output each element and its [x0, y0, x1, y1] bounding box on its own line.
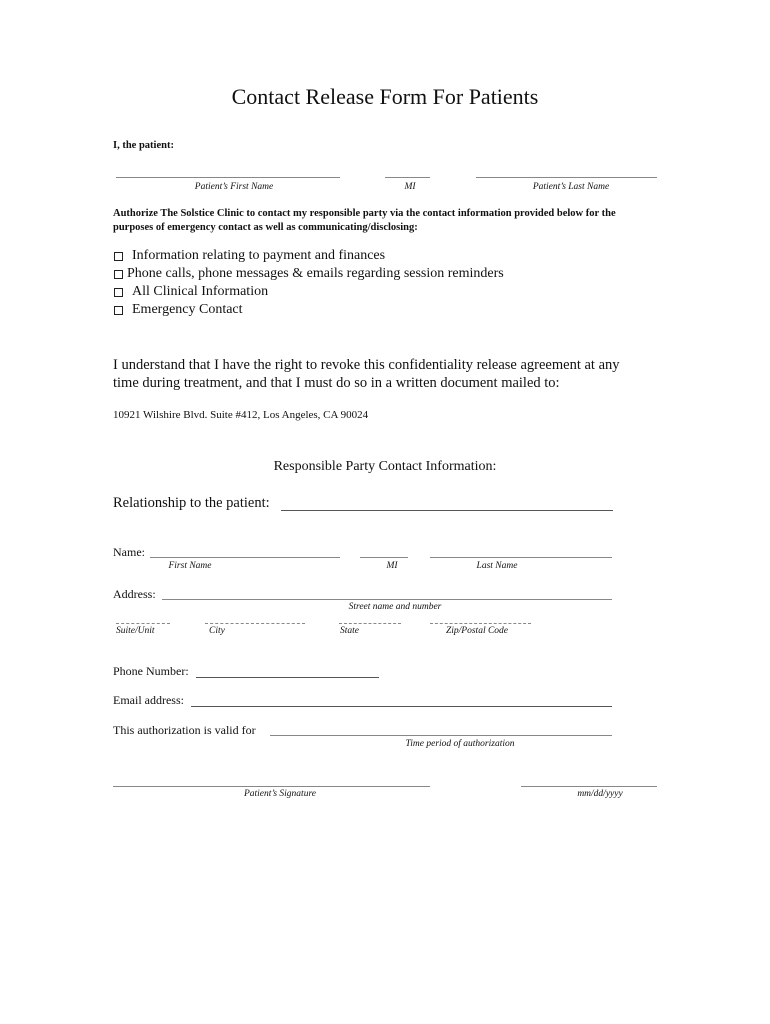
checkbox-label: Phone calls, phone messages & emails regarding session reminders: [127, 266, 504, 281]
email-label: Email address:: [113, 693, 184, 707]
checkbox-icon[interactable]: [114, 252, 123, 261]
patient-mi-caption: MI: [404, 182, 416, 192]
rp-street-field[interactable]: [162, 599, 612, 600]
rp-last-name-caption: Last Name: [476, 561, 518, 571]
patient-last-name-caption: Patient’s Last Name: [532, 182, 610, 192]
checkbox-session-reminders[interactable]: [113, 266, 504, 282]
address-label: Address:: [113, 587, 156, 601]
suite-caption: Suite/Unit: [116, 626, 155, 636]
zip-caption: Zip/Postal Code: [446, 626, 509, 636]
signature-field[interactable]: [113, 786, 430, 787]
patient-mi-field[interactable]: [385, 177, 430, 178]
checkbox-label: Information relating to payment and finances: [132, 248, 386, 263]
revoke-text-line1: I understand that I have the right to revoke this confidentiality release agreement at any: [113, 357, 620, 373]
checkbox-emergency-contact[interactable]: [113, 302, 243, 318]
name-label: Name:: [113, 545, 145, 559]
patient-first-name-caption: Patient’s First Name: [194, 182, 274, 192]
rp-suite-field[interactable]: [116, 623, 170, 624]
responsible-party-heading: Responsible Party Contact Information:: [273, 459, 497, 474]
street-caption: Street name and number: [348, 602, 442, 612]
rp-first-name-caption: First Name: [168, 561, 212, 571]
valid-period-field[interactable]: [270, 735, 612, 736]
checkbox-label: Emergency Contact: [132, 302, 243, 317]
relationship-label: Relationship to the patient:: [113, 495, 270, 511]
checkbox-icon[interactable]: [114, 270, 123, 279]
city-caption: City: [209, 626, 225, 636]
date-caption: mm/dd/yyyy: [577, 789, 623, 799]
rp-last-name-field[interactable]: [430, 557, 612, 558]
rp-first-name-field[interactable]: [150, 557, 340, 558]
signature-caption: Patient’s Signature: [243, 789, 317, 799]
checkbox-clinical-information[interactable]: [113, 284, 268, 300]
patient-last-name-field[interactable]: [476, 177, 657, 178]
signature-date-field[interactable]: [521, 786, 657, 787]
patient-intro: I, the patient:: [113, 140, 174, 151]
phone-label: Phone Number:: [113, 664, 189, 678]
relationship-field[interactable]: [281, 510, 613, 511]
valid-label: This authorization is valid for: [113, 723, 256, 737]
authorize-text-line1: Authorize The Solstice Clinic to contact my responsible party via the contact information provided below for the: [113, 208, 616, 219]
email-field[interactable]: [191, 706, 612, 707]
patient-first-name-field[interactable]: [116, 177, 340, 178]
valid-period-caption: Time period of authorization: [405, 739, 515, 749]
rp-zip-field[interactable]: [430, 623, 531, 624]
authorize-text-line2: purposes of emergency contact as well as communicating/disclosing:: [113, 222, 418, 233]
checkbox-payment-finances[interactable]: [113, 248, 385, 264]
revoke-text-line2: time during treatment, and that I must do so in a written document mailed to:: [113, 375, 560, 391]
rp-state-field[interactable]: [339, 623, 401, 624]
form-title: Contact Release Form For Patients: [231, 84, 539, 109]
revoke-paragraph: [113, 356, 673, 392]
checkbox-icon[interactable]: [114, 288, 123, 297]
rp-mi-caption: MI: [386, 561, 398, 571]
checkbox-icon[interactable]: [114, 306, 123, 315]
phone-field[interactable]: [196, 677, 379, 678]
mailing-address: 10921 Wilshire Blvd. Suite #412, Los Angeles, CA 90024: [113, 409, 369, 421]
rp-city-field[interactable]: [205, 623, 305, 624]
state-caption: State: [340, 626, 359, 636]
rp-mi-field[interactable]: [360, 557, 408, 558]
checkbox-label: All Clinical Information: [132, 284, 269, 299]
